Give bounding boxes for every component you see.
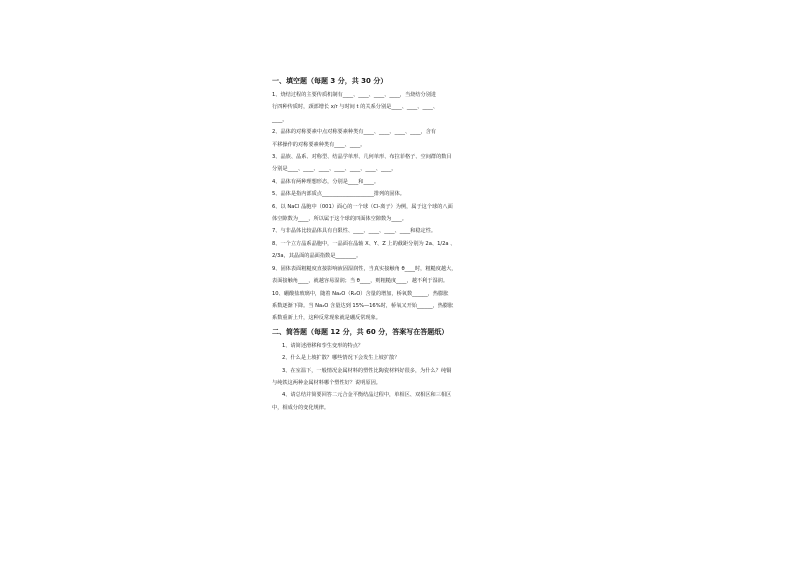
sa4-line2: 中，相成分的变化规律。 (272, 404, 330, 411)
q6-line2: 体空隙数为____，所以属于这个球的四面体空隙数为____。 (272, 216, 407, 223)
q1-line2: 行四种传质时，颈部增长 x/r 与时间 t 的关系分别是____、____、____、 (272, 104, 439, 111)
q5-line1: 5、晶体是指内部质点____________________排列的固体。 (272, 191, 405, 198)
q2-line1: 2、晶体的对称要素中点对称要素种类有____、____、____、____，含有 (272, 129, 437, 136)
section1-body (272, 89, 527, 325)
q10-line2: 系数逐渐下降。当 Na₂O 含量达到 15%—16%时，桥氧又开始______，热膨胀 (272, 302, 454, 309)
sa4-line1: 4、请总结并简要回答二元合金平衡结晶过程中，单相区、双相区和三相区 (282, 392, 452, 399)
section2-title: 二、简答题（每题 12 分，共 60 分，答案写在答题纸） (272, 327, 449, 336)
q3-line2: 分别是____、____、____、____、____、____、____。 (272, 166, 397, 173)
sa2-line1: 2、什么是上坡扩散？哪些情况下会发生上坡扩散？ (282, 355, 400, 362)
exam-page (272, 74, 527, 414)
sa3-line2: 与纯铁这两种金属材料哪个塑性好？说明原因。 (272, 379, 381, 386)
q9-line1: 9、固体表面粗糙度直接影响液固湿润性，当真实接触角 θ____时，粗糙度越大， (272, 265, 457, 272)
section2-body (272, 340, 527, 414)
q2-line2: 平移操作的对称要素种类有____、____。 (272, 141, 366, 148)
section1-title: 一、填空题（每题 3 分，共 30 分） (272, 77, 388, 85)
q9-line2: 表面接触角____，就越容易湿润；当 θ____，则粗糙度____，越不利于湿润。 (272, 278, 449, 285)
q1-line1: 1、烧结过程的主要传质机制有____、____、____、____，当烧结分别进 (272, 92, 437, 98)
q6-line1: 6、以 NaCl 晶胞中（001）面心的一个球（Cl-离子）为例，属于这个球的八面 (272, 203, 453, 210)
q7-line1: 7、与非晶体比较晶体具有自限性、____、____、____、____和稳定性。 (272, 228, 437, 235)
q10-line3: 系数重新上升，这种反常现象就是硼反常现象。 (272, 315, 381, 322)
q10-line1: 10、硼酸盐玻璃中，随着 Na₂O（R₂O）含量的增加，桥氧数______，热膨胀 (272, 290, 449, 297)
q1-line3: ____。 (272, 116, 288, 123)
sa1-line1: 1、请简述滑移和孪生变形的特点？ (282, 342, 364, 349)
q8-line1: 8、一个立方晶系晶胞中，一晶面在晶轴 X、Y、Z 上的截距分别为 2a、1/2a 、 (272, 240, 456, 247)
sa3-line1: 3、在室温下，一般情况金属材料的塑性比陶瓷材料好很多，为什么？纯铜 (282, 367, 452, 374)
q8-line2: 2/3a，其晶面的晶面指数是________。 (272, 253, 362, 260)
q4-line1: 4、晶体有两种理想形态，分别是____和____。 (272, 178, 380, 185)
q3-line1: 3、晶族、晶系、对称型、结晶学单形、几何单形、布拉菲格子、空间群的数目 (272, 154, 452, 161)
